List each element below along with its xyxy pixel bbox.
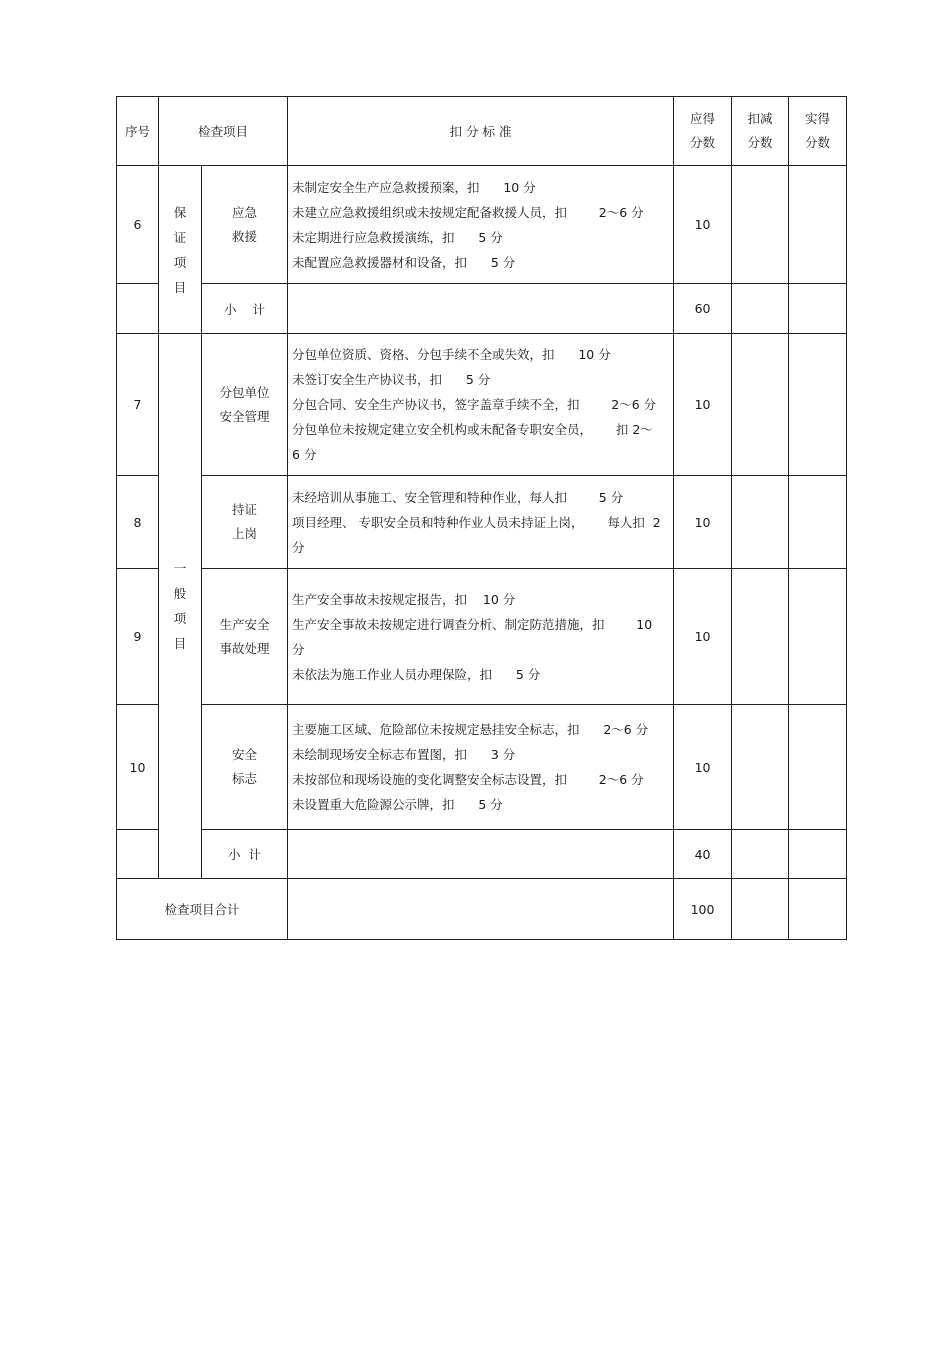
actual-score-cell bbox=[789, 569, 847, 705]
item-name: 生产安全 事故处理 bbox=[202, 569, 288, 705]
inspection-score-table bbox=[116, 96, 847, 940]
deduct-score-cell bbox=[732, 166, 789, 284]
header-due-score: 应得 分数 bbox=[674, 97, 732, 166]
criteria-cell: 分包单位资质、资格、分包手续不全或失效，扣 10 分 未签订安全生产协议书，扣 5 分 分包合同、安全生产协议书，签字盖章手续不全，扣 2～6 分 分包单位未按规定建立安全机构或未配备专职安全员， 扣 2～ 6 分 bbox=[288, 334, 674, 476]
subtotal-label: 小 计 bbox=[202, 830, 288, 879]
header-deduct-score: 扣减 分数 bbox=[732, 97, 789, 166]
deduct-score-cell bbox=[732, 334, 789, 476]
subtotal-score: 40 bbox=[674, 830, 732, 879]
due-score: 10 bbox=[674, 166, 732, 284]
table-row bbox=[117, 334, 847, 476]
item-name: 分包单位 安全管理 bbox=[202, 334, 288, 476]
row-seq: 8 bbox=[117, 476, 159, 569]
deduct-score-cell bbox=[732, 476, 789, 569]
header-actual-score: 实得 分数 bbox=[789, 97, 847, 166]
row-seq-empty bbox=[117, 830, 159, 879]
subtotal-row bbox=[117, 830, 847, 879]
subtotal-row bbox=[117, 284, 847, 334]
criteria-cell-empty bbox=[288, 830, 674, 879]
row-seq: 7 bbox=[117, 334, 159, 476]
deduct-score-cell bbox=[732, 879, 789, 940]
item-name: 持证 上岗 bbox=[202, 476, 288, 569]
deduct-score-cell bbox=[732, 284, 789, 334]
row-seq: 9 bbox=[117, 569, 159, 705]
header-criteria: 扣 分 标 准 bbox=[288, 97, 674, 166]
total-row bbox=[117, 879, 847, 940]
due-score: 10 bbox=[674, 476, 732, 569]
criteria-cell: 生产安全事故未按规定报告，扣 10 分 生产安全事故未按规定进行调查分析、制定防范措施，扣 10 分 未依法为施工作业人员办理保险，扣 5 分 bbox=[288, 569, 674, 705]
table-row bbox=[117, 705, 847, 830]
row-seq: 10 bbox=[117, 705, 159, 830]
due-score: 10 bbox=[674, 334, 732, 476]
item-name: 安全 标志 bbox=[202, 705, 288, 830]
total-score: 100 bbox=[674, 879, 732, 940]
group-general: 一 般 项 目 bbox=[159, 334, 202, 879]
actual-score-cell bbox=[789, 476, 847, 569]
item-name: 应急 救援 bbox=[202, 166, 288, 284]
due-score: 10 bbox=[674, 705, 732, 830]
criteria-cell-empty bbox=[288, 879, 674, 940]
header-item: 检查项目 bbox=[159, 97, 288, 166]
deduct-score-cell bbox=[732, 705, 789, 830]
group-guarantee: 保 证 项 目 bbox=[159, 166, 202, 334]
actual-score-cell bbox=[789, 334, 847, 476]
criteria-cell-empty bbox=[288, 284, 674, 334]
total-label: 检查项目合计 bbox=[117, 879, 288, 940]
criteria-cell: 未制定安全生产应急救援预案，扣 10 分 未建立应急救援组织或未按规定配备救援人员，扣 2～6 分 未定期进行应急救援演练，扣 5 分 未配置应急救援器材和设备，扣 5 分 bbox=[288, 166, 674, 284]
row-seq-empty bbox=[117, 284, 159, 334]
row-seq: 6 bbox=[117, 166, 159, 284]
subtotal-score: 60 bbox=[674, 284, 732, 334]
criteria-cell: 主要施工区域、危险部位未按规定悬挂安全标志，扣 2～6 分 未绘制现场安全标志布置图，扣 3 分 未按部位和现场设施的变化调整安全标志设置，扣 2～6 分 未设置重大危险源公示牌，扣 5 分 bbox=[288, 705, 674, 830]
actual-score-cell bbox=[789, 705, 847, 830]
actual-score-cell bbox=[789, 166, 847, 284]
table-row bbox=[117, 476, 847, 569]
due-score: 10 bbox=[674, 569, 732, 705]
criteria-cell: 未经培训从事施工、安全管理和特种作业，每人扣 5 分 项目经理、 专职安全员和特种作业人员未持证上岗， 每人扣 2 分 bbox=[288, 476, 674, 569]
header-seq: 序号 bbox=[117, 97, 159, 166]
actual-score-cell bbox=[789, 879, 847, 940]
table-row bbox=[117, 569, 847, 705]
header-row bbox=[117, 97, 847, 166]
deduct-score-cell bbox=[732, 569, 789, 705]
actual-score-cell bbox=[789, 830, 847, 879]
actual-score-cell bbox=[789, 284, 847, 334]
deduct-score-cell bbox=[732, 830, 789, 879]
subtotal-label: 小 计 bbox=[202, 284, 288, 334]
table-row bbox=[117, 166, 847, 284]
